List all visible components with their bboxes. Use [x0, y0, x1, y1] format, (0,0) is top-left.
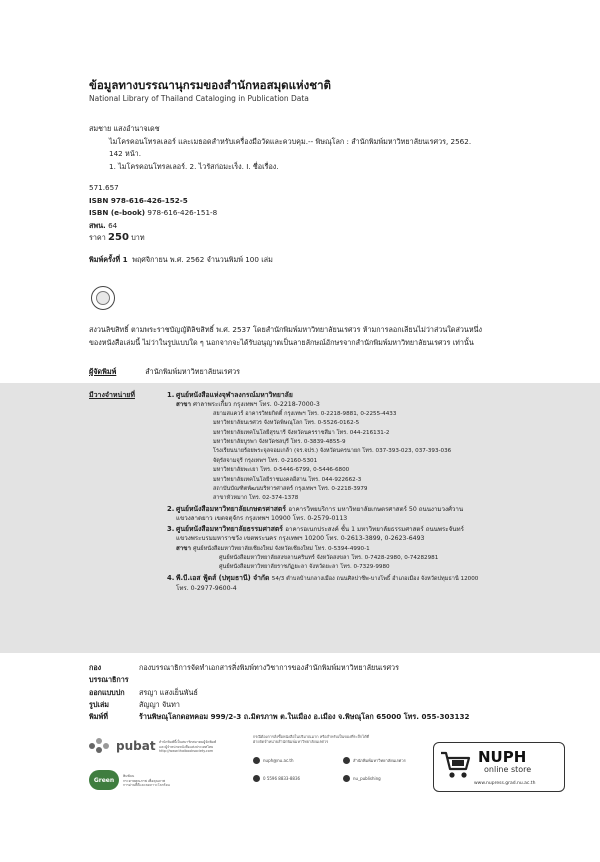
center-1-sub: มหาวิทยาลัยนเรศวร จังหวัดพิษณุโลก โทร. 0-5526-0162-5 [213, 420, 360, 427]
center-1-branch: สาขา ศาลาพระเกี้ยว กรุงเทพฯ โทร. 0-2218-7000-3 [176, 401, 320, 409]
footer-logos [89, 730, 569, 840]
facebook-icon [343, 757, 350, 764]
green-caption: พิมพ์บน กระดาษคุณภาพ เพื่อคุณภาพ การอ่านที่ดีและลดภาวะโลกร้อน [123, 774, 170, 788]
credit-row: รูปเล่ม สัญญา จันทา [89, 699, 180, 709]
pubat-logo [89, 738, 156, 754]
center-1-heading: 1. ศูนย์หนังสือแห่งจุฬาลงกรณ์มหาวิทยาลัย [167, 391, 293, 399]
pubat-mark-icon [89, 738, 113, 754]
center-1-sub: โรงเรียนนายร้อยพระจุลจอมเกล้า (จร.จปร.) จังหวัดนครนายก โทร. 037-393-023, 037-393-036 [213, 448, 452, 455]
green-logo: Green [89, 770, 119, 790]
cip-record [89, 123, 529, 266]
cip-pages: 142 หน้า. [109, 149, 141, 158]
spn-value: 64 [108, 220, 118, 230]
center-1-sub: สาขาหัวหมาก โทร. 02-374-1378 [213, 495, 299, 502]
shopping-cart-icon [440, 750, 472, 780]
printing-value: พฤศจิกายน พ.ศ. 2562 จำนวนพิมพ์ 100 เล่ม [132, 254, 273, 264]
line-icon [343, 775, 350, 782]
cip-block [89, 78, 529, 266]
phone-contact[interactable]: 0 5596 8833-8836 [253, 775, 300, 782]
copyright-notice [89, 324, 529, 349]
phone-icon [253, 775, 260, 782]
center-3-sub: ศูนย์หนังสือมหาวิทยาลัยสงขลานครินทร์ จังหวัดสงขลา โทร. 0-7428-2980, 0-74282981 [219, 554, 439, 561]
cip-author: สมชาย แสงอำนาจเดช [89, 124, 160, 133]
distribution-label: มีวางจำหน่ายที่ [89, 391, 135, 399]
distribution-panel [0, 383, 600, 653]
center-3-text: แขวงพระบรมมหาราชวัง เขตพระนคร กรุงเทพฯ 10200 โทร. 0-2613-3899, 0-2623-6493 [176, 535, 425, 543]
publisher-name: สำนักพิมพ์มหาวิทยาลัยนเรศวร [145, 367, 241, 376]
pubat-text: pubat [116, 739, 156, 753]
cip-call-number: 571.657 [89, 183, 119, 192]
price-label: ราคา [89, 233, 106, 242]
credit-row: ออกแบบปก สรญา แสงเย็นพันธ์ [89, 687, 198, 697]
cip-book-line: ไมโครคอนโทรลเลอร์ และเมธอดสำหรับเครื่องมือวัดและควบคุม.-- พิษณุโลก : สำนักพิมพ์มหาวิทยาลัยนเรศวร, 2562. [109, 136, 472, 146]
center-3-heading: 3. ศูนย์หนังสือมหาวิทยาลัยธรรมศาสตร์ อาคารอเนกประสงค์ ชั้น 1 มหาวิทยาลัยธรรมศาสตร์ ถนนพระจันทร์ [167, 524, 464, 533]
price-value: 250 [108, 232, 129, 243]
nuph-url: www.nupress.grad.nu.ac.th [474, 781, 536, 786]
nuph-title: NUPH [478, 748, 527, 766]
center-4-text: โทร. 0-2977-9600-4 [176, 585, 237, 593]
credits-block [89, 662, 559, 723]
center-1-sub: สถาบันบัณฑิตพัฒนบริหารศาสตร์ กรุงเทพฯ โทร. 0-2218-3979 [213, 486, 368, 493]
publisher-row [89, 366, 240, 378]
center-3-branch: สาขา ศูนย์หนังสือมหาวิทยาลัยเชียงใหม่ จังหวัดเชียงใหม่ โทร. 0-5394-4990-1 [176, 544, 370, 552]
cip-title-thai: ข้อมูลทางบรรณานุกรมของสำนักหอสมุดแห่งชาติ [89, 78, 331, 92]
library-seal-icon [91, 286, 115, 310]
credit-row: กองบรรณาธิการ กองบรรณาธิการจัดทำเอกสารสิ่งพิมพ์ทางวิชาการของสำนักพิมพ์มหาวิทยาลัยนเรศวร [89, 663, 399, 685]
publisher-label: ผู้จัดพิมพ์ [89, 367, 117, 376]
credit-row: พิมพ์ที่ ร้านพิษณุโลกดอทคอม 999/2-3 ถ.มิตรภาพ ต.ในเมือง อ.เมือง จ.พิษณุโลก 65000 โทร. 055-303132 [89, 712, 470, 722]
price-unit: บาท [131, 233, 145, 242]
bulk-order-notice: กรณีต้องการสั่งซื้อหนังสือในปริมาณมาก หรือสำหรับเป็นของที่ระลึกได้ที่ ฝ่ายจัดจำหน่ายสำนักพิมพ์มหาวิทยาลัยนเรศวร [253, 734, 370, 744]
distribution-list [167, 391, 559, 594]
printing-label: พิมพ์ครั้งที่ 1 [89, 254, 128, 264]
center-2-heading: 2. ศูนย์หนังสือมหาวิทยาลัยเกษตรศาสตร์ อาคารวิทยบริการ มหาวิทยาลัยเกษตรศาสตร์ 50 ถนนงามวงศ์วาน [167, 504, 464, 513]
center-4-heading: 4. พี.บี.เอส ฟู้ดส์ (ปทุมธานี) จำกัด 54/3 ตำบลบ้านกลางเมือง ถนนศิลปาชีพ-บางโพธิ์ อำเภอเมือง จังหวัดปทุมธานี 12000 [167, 573, 479, 582]
center-1-sub: มหาวิทยาลัยพะเยา โทร. 0-5446-6799, 0-5446-6800 [213, 467, 350, 474]
line-contact[interactable]: nu_publishing [343, 775, 381, 782]
center-1-sub: มหาวิทยาลัยบูรพา จังหวัดชลบุรี โทร. 0-3839-4855-9 [213, 439, 346, 446]
center-2-text: แขวงลาดยาว เขตจตุจักร กรุงเทพฯ 10900 โทร. 0-2579-0113 [176, 515, 348, 523]
cip-isbn-ebook [89, 207, 529, 220]
cip-printing [89, 254, 529, 267]
center-1-sub: มหาวิทยาลัยเทคโนโลยีสุรนารี จังหวัดนครราชสีมา โทร. 044-216131-2 [213, 429, 390, 436]
cip-price [89, 232, 529, 245]
center-1-sub: สยามสแควร์ อาคารวิทยกิตติ์ กรุงเทพฯ โทร. 0-2218-9881, 0-2255-4433 [213, 410, 397, 417]
email-icon [253, 757, 260, 764]
email-contact[interactable]: nuph@nu.ac.th [253, 757, 294, 764]
facebook-contact[interactable]: สำนักพิมพ์มหาวิทยาลัยนเรศวร [343, 757, 406, 764]
pubat-caption: สำนักพิมพ์นี้เป็นสมาชิกสมาคมผู้จัดพิมพ์ และผู้จำหน่ายหนังสือแห่งประเทศไทย http://www.thaibooksociety.com [159, 740, 217, 754]
isbn-ebook-label: ISBN (e-book) [89, 208, 146, 217]
isbn-ebook-value: 978-616-426-151-8 [147, 208, 218, 217]
nuph-online-store-badge[interactable] [433, 742, 565, 792]
cip-subjects: 1. ไมโครคอนโทรลเลอร์. 2. ไวรัสก่อมะเร็ง. I. ชื่อเรื่อง. [109, 161, 279, 171]
copyright-line-2: ของหนังสือเล่มนี้ ไม่ว่าในรูปแบบใด ๆ นอกจากจะได้รับอนุญาตเป็นลายลักษณ์อักษรจากสำนักพิมพ์มหาวิทยาลัยนเรศวร เท่านั้น [89, 337, 474, 347]
cip-title-english: National Library of Thailand Cataloging in Publication Data [89, 94, 309, 103]
center-1-sub: จัตุรัสจามจุรี กรุงเทพฯ โทร. 0-2160-5301 [213, 457, 318, 464]
nuph-subtitle: online store [484, 765, 532, 774]
copyright-line-1: สงวนลิขสิทธิ์ ตามพระราชบัญญัติลิขสิทธิ์ พ.ศ. 2537 โดยสำนักพิมพ์มหาวิทยาลัยนเรศวร ห้ามการลอกเลียนไม่ว่าส่วนใดส่วนหนึ่ง [89, 325, 482, 334]
center-1-sub: มหาวิทยาลัยเทคโนโลยีราชมงคลอีสาน โทร. 044-922662-3 [213, 476, 362, 483]
center-3-sub: ศูนย์หนังสือมหาวิทยาลัยราชภัฏยะลา จังหวัดยะลา โทร. 0-7329-9980 [219, 564, 390, 571]
spn-label: สพน. [89, 220, 106, 230]
cip-spn [89, 220, 529, 233]
cip-isbn: ISBN 978-616-426-152-5 [89, 195, 188, 205]
